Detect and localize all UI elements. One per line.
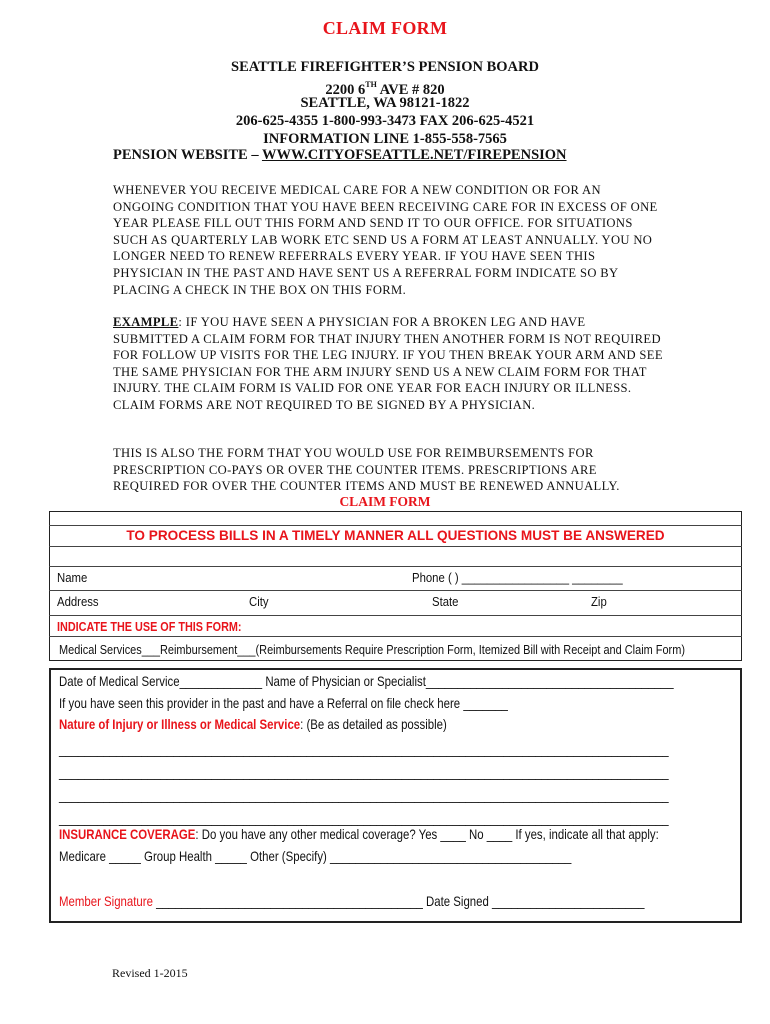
nature-blank-line-3[interactable]: ________________________________________________________________________________________________ — [59, 788, 669, 803]
zip-field[interactable]: Zip — [591, 594, 607, 609]
indicate-use-label: INDICATE THE USE OF THIS FORM: — [57, 620, 242, 634]
page-title: CLAIM FORM — [322, 18, 448, 38]
address-line-1: 2200 6TH AVE # 820 — [325, 80, 445, 98]
divider — [49, 525, 742, 526]
instructions-paragraph-3: THIS IS ALSO THE FORM THAT YOU WOULD USE FOR REIMBURSEMENTS FOR PRESCRIPTION CO-PAYS OR OVER THE COUNTER ITEMS. PRESCRIPTIONS ARE REQUIRED FOR OVER THE COUNTER ITEMS AND MUST BE RENEWED ANNUALLY. — [113, 446, 620, 494]
name-field[interactable]: Name — [57, 570, 88, 585]
website-link[interactable]: WWW.CITYOFSEATTLE.NET/FIREPENSION — [261, 147, 567, 163]
revision-note: Revised 1-2015 — [112, 966, 188, 980]
address-line-2: SEATTLE, WA 98121-1822 — [300, 95, 470, 111]
phone-field[interactable]: Phone ( ) _________________ ________ — [412, 570, 623, 585]
nature-blank-line-4[interactable]: ________________________________________________________________________________________________ — [59, 811, 669, 826]
notice-banner: TO PROCESS BILLS IN A TIMELY MANNER ALL QUESTIONS MUST BE ANSWERED — [126, 528, 665, 543]
city-field[interactable]: City — [249, 594, 269, 609]
nature-of-injury-line: Nature of Injury or Illness or Medical Service: (Be as detailed as possible) — [59, 717, 447, 732]
referral-line[interactable]: If you have seen this provider in the past and have a Referral on file check here _______ — [59, 696, 508, 711]
state-field[interactable]: State — [432, 594, 459, 609]
pension-website: PENSION WEBSITE – WWW.CITYOFSEATTLE.NET/FIREPENSION — [113, 147, 567, 163]
divider — [49, 546, 742, 547]
divider — [49, 615, 742, 616]
signature-line[interactable]: Member Signature __________________________________________ Date Signed ________________________ — [59, 894, 645, 909]
divider — [49, 590, 742, 591]
date-physician-line[interactable]: Date of Medical Service_____________ Name of Physician or Specialist_______________________________________ — [59, 674, 674, 689]
instructions-paragraph-1: WHENEVER YOU RECEIVE MEDICAL CARE FOR A NEW CONDITION OR FOR AN ONGOING CONDITION THAT YOU HAVE BEEN RECEIVING CARE FOR IN EXCESS OF ONE YEAR PLEASE FILL OUT THIS FORM AND SEND IT TO OUR OFFICE. FOR SITUATIONS SUCH AS QUARTERLY LAB WORK ETC SEND US A FORM AT LEAST ANNUALLY. YOU NO LONGER NEED TO RENEW REFERRALS EVERY YEAR. IF YOU HAVE SEEN THIS PHYSICIAN IN THE PAST AND HAVE SENT US A REFERRAL FORM INDICATE SO BY PLACING A CHECK IN THE BOX ON THIS FORM. — [113, 183, 658, 297]
address-field[interactable]: Address — [57, 594, 99, 609]
org-name: SEATTLE FIREFIGHTER’S PENSION BOARD — [231, 59, 539, 75]
insurance-coverage-line[interactable]: INSURANCE COVERAGE: Do you have any other medical coverage? Yes ____ No ____ If yes, indicate all that apply: — [59, 827, 659, 842]
phone-numbers: 206-625-4355 1-800-993-3473 FAX 206-625-4521 — [235, 113, 535, 129]
form-subtitle: CLAIM FORM — [339, 494, 431, 509]
divider — [49, 566, 742, 567]
example-label: EXAMPLE — [113, 315, 179, 329]
divider — [49, 636, 742, 637]
instructions-paragraph-2: EXAMPLE: IF YOU HAVE SEEN A PHYSICIAN FOR A BROKEN LEG AND HAVE SUBMITTED A CLAIM FORM FOR THAT INJURY THEN ANOTHER FORM IS NOT REQUIRED FOR FOLLOW UP VISITS FOR THE LEG INJURY. IF YOU THEN BREAK YOUR ARM AND SEE THE SAME PHYSICIAN FOR THE ARM INJURY SEND US A NEW CLAIM FORM FOR THAT INJURY. THE CLAIM FORM IS VALID FOR ONE YEAR FOR EACH INJURY OR ILLNESS. CLAIM FORMS ARE NOT REQUIRED TO BE SIGNED BY A PHYSICIAN. — [113, 315, 663, 412]
information-line: INFORMATION LINE 1-855-558-7565 — [263, 131, 507, 147]
nature-blank-line-1[interactable]: ________________________________________________________________________________________________ — [59, 742, 669, 757]
coverage-types-line[interactable]: Medicare _____ Group Health _____ Other (Specify) ______________________________________ — [59, 849, 572, 864]
use-of-form-options[interactable]: Medical Services___Reimbursement___(Reimbursements Require Prescription Form, Itemized Bill with Receipt and Claim Form) — [59, 642, 685, 657]
nature-blank-line-2[interactable]: ________________________________________________________________________________________________ — [59, 765, 669, 780]
